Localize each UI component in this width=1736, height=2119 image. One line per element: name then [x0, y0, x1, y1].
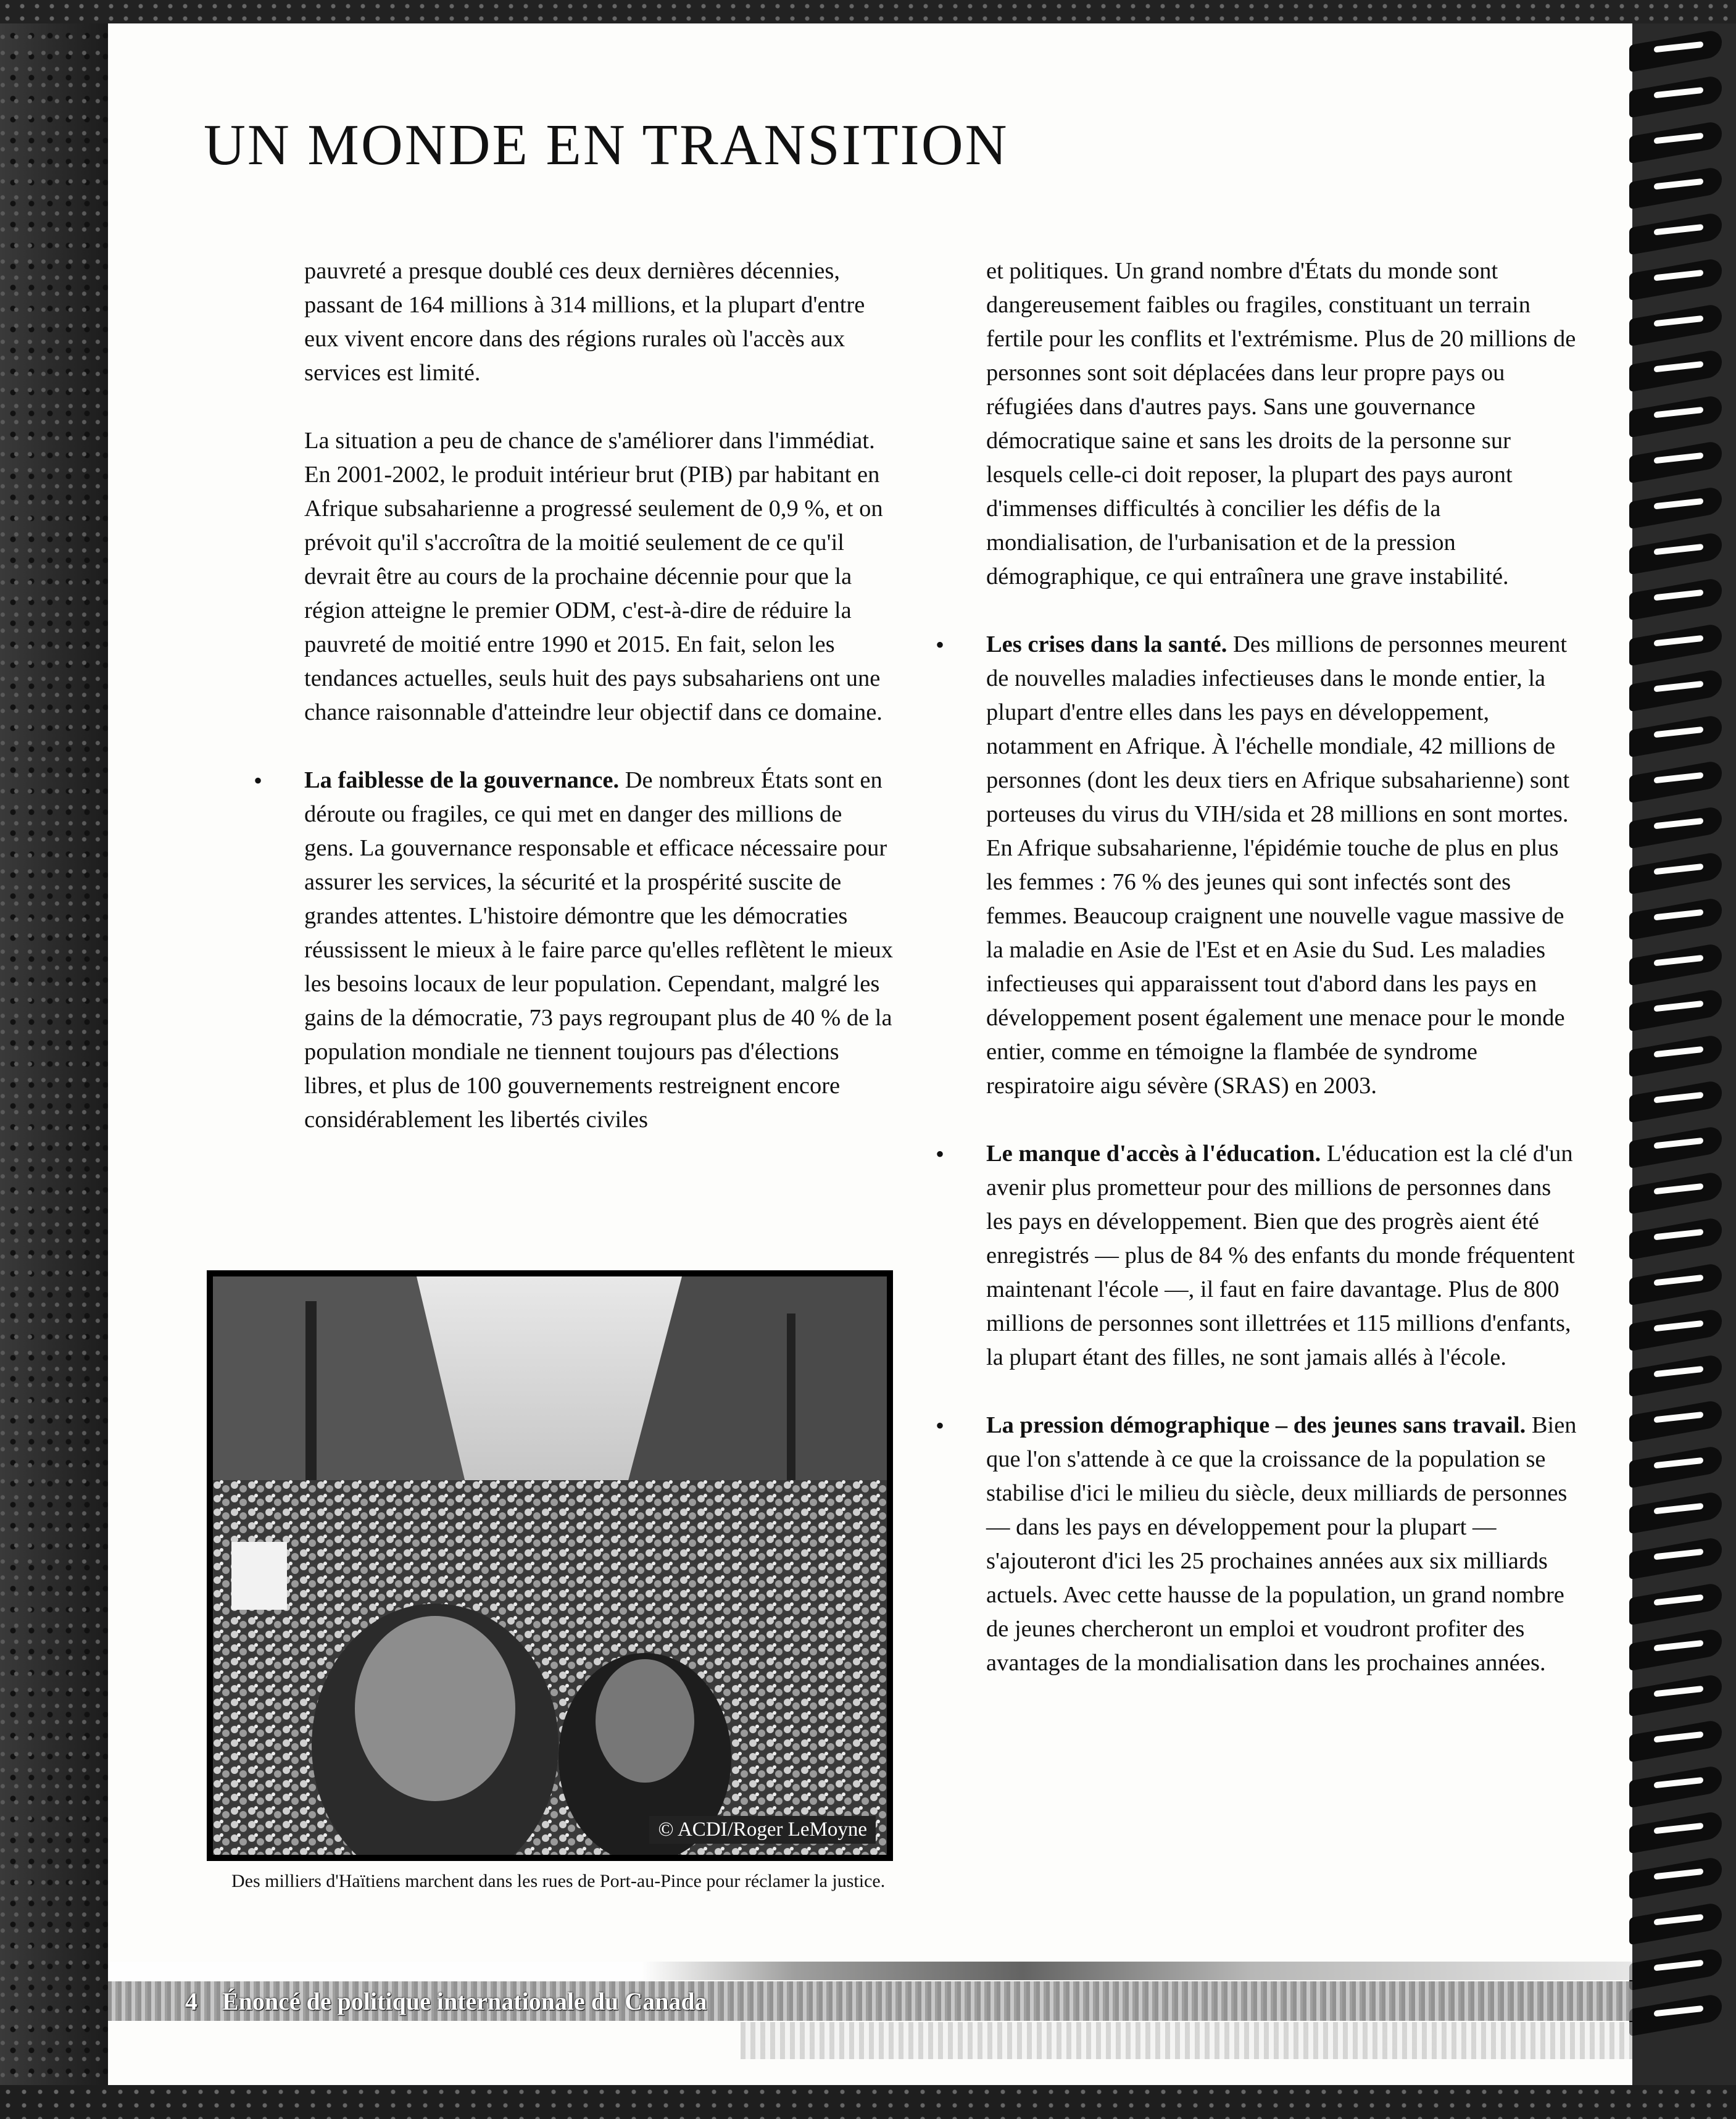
binding-ring: [1629, 623, 1722, 666]
binding-ring: [1629, 1810, 1722, 1854]
binding-ring: [1629, 1445, 1722, 1488]
footer-label: [185, 1981, 707, 2021]
bullet-text: De nombreux États sont en déroute ou fragiles, ce qui met en danger des millions de gens. La gouvernance responsable et efficace nécessaire pour assurer les services, la sécurité et la prospérité suscite de grandes attentes. L'histoire démontre que les démocraties réussissent le mieux à le faire parce qu'elles reflètent le mieux les besoins locaux de leur population. Cependant, malgré les gains de la démocratie, 73 pays regroupant plus de 40 % de la population mondiale ne tiennent toujours pas d'élections libres, et plus de 100 gouvernements restreignent encore considérablement les libertés civiles: [304, 767, 894, 1133]
right-column: [936, 254, 1579, 1714]
binding-ring: [1629, 531, 1722, 575]
binding-ring: [1629, 1856, 1722, 1899]
crowd-photo-image: [213, 1276, 887, 1855]
page-title: UN MONDE EN TRANSITION: [204, 112, 1009, 177]
bullet-dot: •: [936, 1412, 945, 1439]
binding-ring: [1629, 75, 1722, 118]
binding-ring: [1629, 806, 1722, 849]
footer-decoration: [108, 1962, 1632, 1980]
bullet-lead: Le manque d'accès à l'éducation.: [986, 1141, 1321, 1167]
footer-decoration: [741, 2022, 1632, 2059]
bullet-dot: •: [936, 631, 945, 659]
binding-ring: [1629, 1262, 1722, 1305]
binding-ring: [1629, 1765, 1722, 1808]
binding-ring: [1629, 668, 1722, 712]
bullet-text: Bien que l'on s'attende à ce que la croissance de la population se stabilise d'ici le milieu du siècle, deux milliards de personnes — dans les pays en développement pour la plupart — s'ajouteront d'ici les 25 prochaines années aux six milliards actuels. Avec cette hausse de la population, un grand nombre de jeunes chercheront un emploi et voudront profiter des avantages de la mondialisation dans les prochaines années.: [986, 1412, 1577, 1676]
background-texture-left: [0, 0, 108, 2119]
binding-ring: [1629, 760, 1722, 803]
binding-ring: [1629, 1628, 1722, 1671]
binding-ring: [1629, 440, 1722, 483]
binding-ring: [1629, 1993, 1722, 2036]
bullet-lead: La pression démographique – des jeunes sans travail.: [986, 1412, 1526, 1438]
background-texture-bottom: [0, 2085, 1736, 2119]
binding-ring: [1629, 1902, 1722, 1945]
binding-ring: [1629, 1719, 1722, 1762]
bullet-education: [936, 1137, 1579, 1375]
bullet-dot: •: [254, 767, 263, 794]
binding-ring: [1629, 851, 1722, 894]
photo-caption: Des milliers d'Haïtiens marchent dans les rues de Port-au-Pince pour réclamer la justice.: [231, 1871, 886, 1891]
spiral-binding: [1629, 37, 1736, 2074]
crowd-photo: [207, 1270, 893, 1861]
binding-ring: [1629, 577, 1722, 620]
bullet-dot: •: [936, 1140, 945, 1168]
binding-ring: [1629, 1536, 1722, 1580]
bullet-lead: La faiblesse de la gouvernance.: [304, 767, 620, 793]
binding-ring: [1629, 1080, 1722, 1123]
bullet-health: [936, 628, 1579, 1103]
binding-ring: [1629, 212, 1722, 255]
binding-ring: [1629, 1125, 1722, 1168]
bullet-governance: [254, 764, 897, 1137]
binding-ring: [1629, 897, 1722, 940]
binding-ring: [1629, 1673, 1722, 1717]
binding-ring: [1629, 394, 1722, 438]
bullet-text: Des millions de personnes meurent de nouvelles maladies infectieuses dans le monde entier, la plupart d'entre elles dans les pays en développement, notamment en Afrique. À l'échelle mondiale, 42 millions de personnes (dont les deux tiers en Afrique subsaharienne) sont porteuses du virus du VIH/sida et 28 millions en sont mortes. En Afrique subsaharienne, l'épidémie touche de plus en plus les femmes : 76 % des jeunes qui sont infectés sont des femmes. Beaucoup craignent une nouvelle vague massive de la maladie en Asie de l'Est et en Asie du Sud. Les maladies infectieuses qui apparaissent tout d'abord dans les pays en développement posent également une menace pour le monde entier, comme en témoigne la flambée de syndrome respiratoire aigu sévère (SRAS) en 2003.: [986, 631, 1570, 1099]
binding-ring: [1629, 166, 1722, 209]
bullet-demography: [936, 1409, 1579, 1680]
binding-ring: [1629, 1308, 1722, 1351]
binding-ring: [1629, 257, 1722, 301]
paragraph: La situation a peu de chance de s'améliorer dans l'immédiat. En 2001-2002, le produit intérieur brut (PIB) par habitant en Afrique subsaharienne a progressé seulement de 0,9 %, et on prévoit qu'il s'accroîtra de la moitié seulement de ce qu'il devrait être au cours de la prochaine décennie pour que la région atteigne le premier ODM, c'est-à-dire de réduire la pauvreté de moitié entre 1990 et 2015. En fait, selon les tendances actuelles, seuls huit des pays subsahariens ont une chance raisonnable d'atteindre leur objectif dans ce domaine.: [304, 428, 883, 725]
binding-ring: [1629, 988, 1722, 1031]
binding-ring: [1629, 1491, 1722, 1534]
binding-ring: [1629, 1171, 1722, 1214]
binding-ring: [1629, 486, 1722, 529]
binding-ring: [1629, 303, 1722, 346]
binding-ring: [1629, 29, 1722, 72]
binding-ring: [1629, 120, 1722, 164]
left-column: [254, 254, 897, 1171]
publication-title: Énoncé de politique internationale du Canada: [222, 1987, 707, 2015]
binding-ring: [1629, 1034, 1722, 1077]
photo-credit: © ACDI/Roger LeMoyne: [649, 1816, 876, 1844]
binding-ring: [1629, 1947, 1722, 1991]
binding-ring: [1629, 714, 1722, 757]
binding-ring: [1629, 1217, 1722, 1260]
background-texture-top: [0, 0, 1736, 23]
paragraph: pauvreté a presque doublé ces deux dernières décennies, passant de 164 millions à 314 millions, et la plupart d'entre eux vivent encore dans des régions rurales où l'accès aux services est limité.: [304, 258, 865, 386]
binding-ring: [1629, 1354, 1722, 1397]
binding-ring: [1629, 349, 1722, 392]
binding-ring: [1629, 1399, 1722, 1443]
page-number: 4: [185, 1987, 197, 2015]
binding-ring: [1629, 943, 1722, 986]
bullet-text: L'éducation est la clé d'un avenir plus prometteur pour des millions de personnes dans les pays en développement. Bien que des progrès aient été enregistrés — plus de 84 % des enfants du monde fréquentent maintenant l'école —, il faut en faire davantage. Plus de 800 millions de personnes sont illettrées et 115 millions d'enfants, la plupart étant des filles, ne sont jamais allés à l'école.: [986, 1141, 1575, 1370]
binding-ring: [1629, 1582, 1722, 1625]
paragraph: et politiques. Un grand nombre d'États du monde sont dangereusement faibles ou fragiles, constituant un terrain fertile pour les conflits et l'extrémisme. Plus de 20 millions de personnes sont soit déplacées dans leur propre pays ou réfugiées dans d'autres pays. Sans une gouvernance démocratique saine et sans les droits de la personne sur lesquels celle-ci doit reposer, la plupart des pays auront d'immenses difficultés à concilier les défis de la mondialisation, de l'urbanisation et de la pression démographique, ce qui entraînera une grave instabilité.: [986, 258, 1576, 589]
bullet-lead: Les crises dans la santé.: [986, 631, 1227, 657]
